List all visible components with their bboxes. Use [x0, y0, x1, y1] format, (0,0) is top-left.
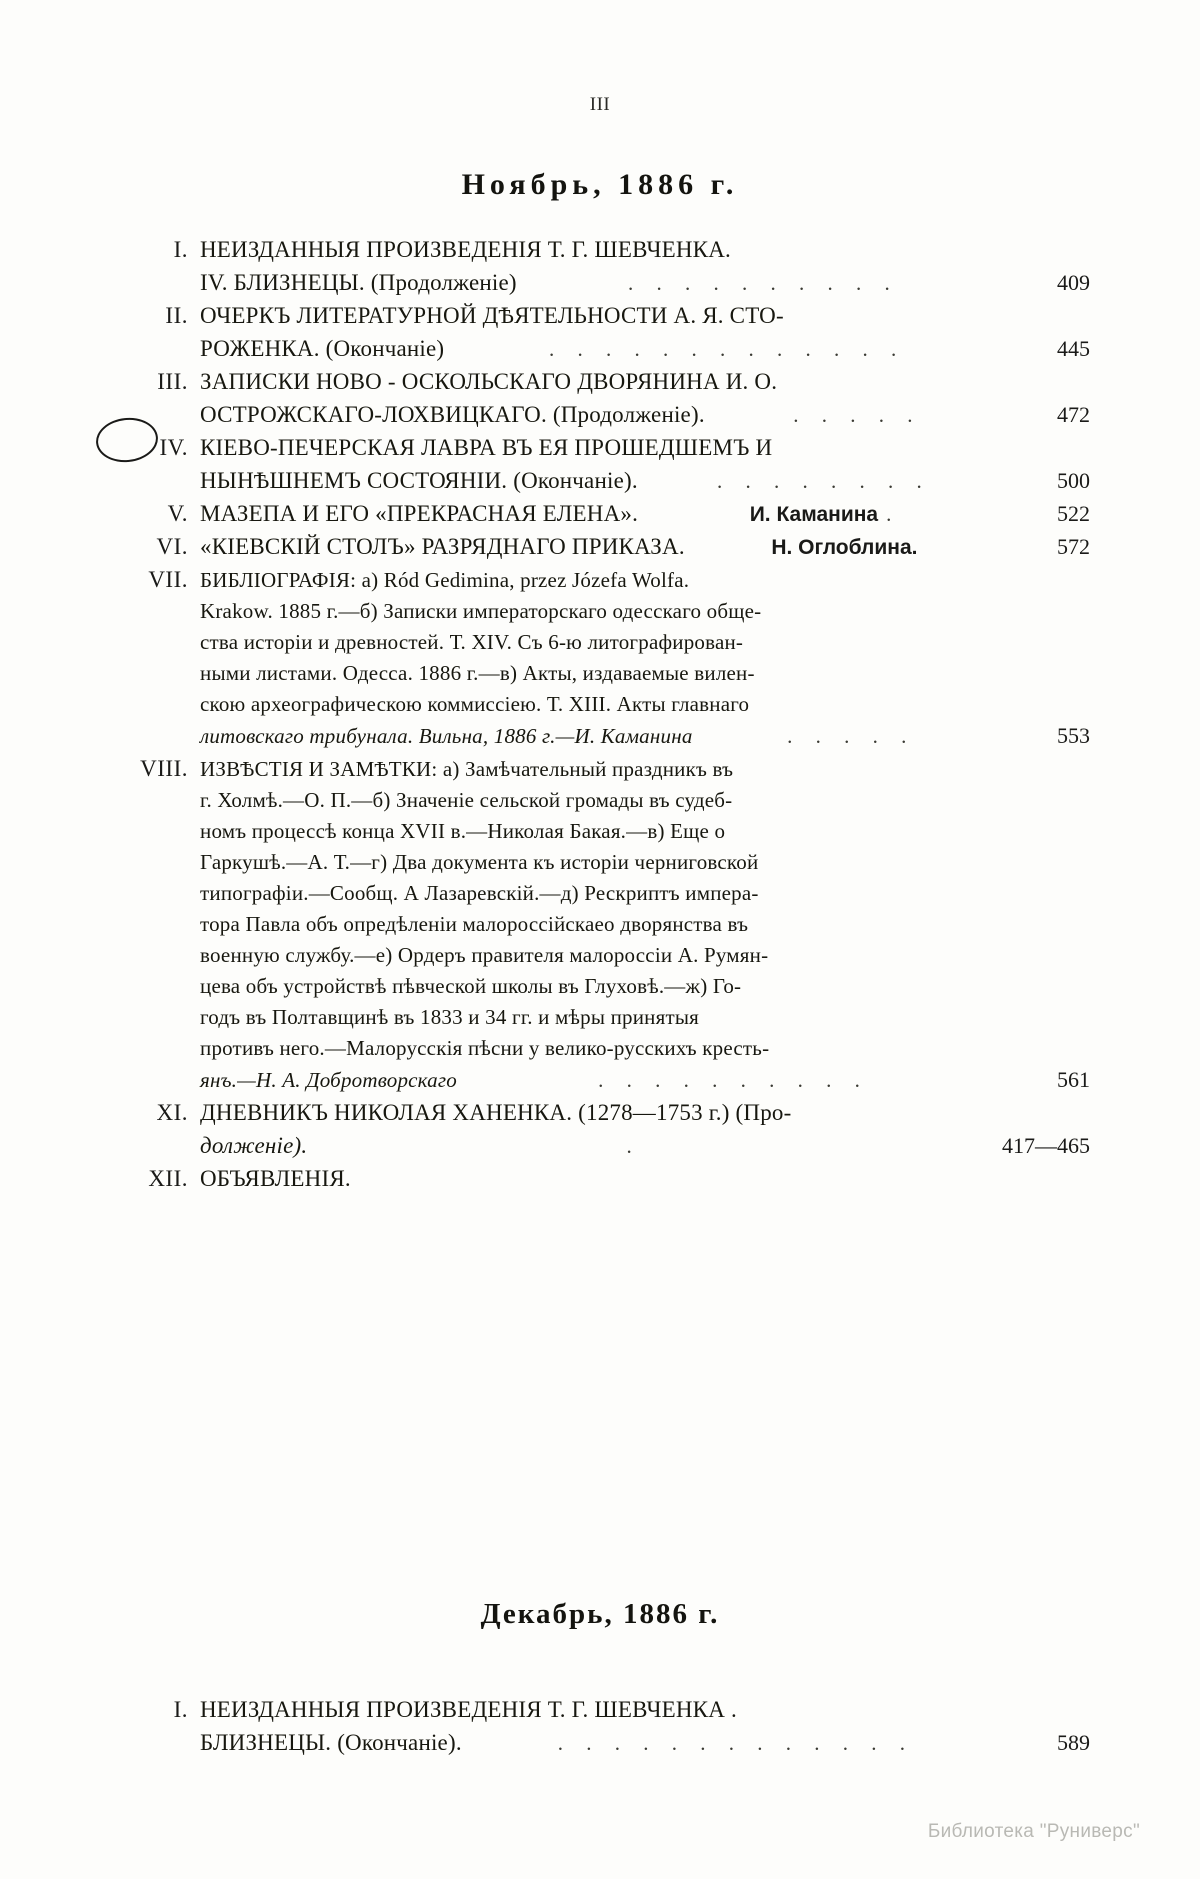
toc-entry-title-line: скою археографическою коммиссіею. Т. XIII. Акты главнаго	[200, 692, 750, 716]
section-heading-november: Ноябрь, 1886 г.	[461, 168, 739, 201]
toc-entry-title-line: ДНЕВНИКЪ НИКОЛАЯ ХАНЕНКА. (1278—1753 г.) (Про-	[200, 1100, 792, 1125]
toc-entry-author: Н. Оглоблина.	[771, 536, 918, 559]
toc-entry-number: IV.	[159, 435, 188, 460]
toc-entry-title-line: НЕИЗДАННЫЯ ПРОИЗВЕДЕНІЯ Т. Г. ШЕВЧЕНКА.	[200, 237, 731, 262]
toc-entry-title-line: противъ него.—Малорусскія пѣсни у велико-русскихъ кресть-	[200, 1036, 770, 1060]
toc-entry-title-line: литовскаго трибунала. Вильна, 1886 г.—И. Каманина	[200, 724, 693, 748]
toc-entry[interactable]	[110, 568, 1090, 747]
toc-entry[interactable]	[110, 238, 1090, 294]
toc-page-number: 409	[1057, 270, 1090, 295]
toc-entry-title-line: КІЕВО-ПЕЧЕРСКАЯ ЛАВРА ВЪ ЕЯ ПРОШЕДШЕМЪ И	[200, 435, 773, 460]
toc-entry-title-line: ОЧЕРКЪ ЛИТЕРАТУРНОЙ ДѢЯТЕЛЬНОСТИ А. Я. СТО-	[200, 303, 784, 328]
toc-entry-title-line: РОЖЕНКА. (Окончаніе)	[200, 336, 445, 361]
toc-entry-number: I.	[173, 1697, 188, 1722]
table-of-contents-december	[110, 1698, 1090, 1764]
toc-entry-number: VII.	[148, 567, 188, 592]
toc-entry-number: II.	[165, 303, 188, 328]
section-heading-december: Декабрь, 1886 г.	[480, 1598, 720, 1630]
toc-entry-title-line: ными листами. Одесса. 1886 г.—в) Акты, издаваемые вилен-	[200, 661, 755, 685]
toc-entry-title-line: ЗАПИСКИ НОВО - ОСКОЛЬСКАГО ДВОРЯНИНА И. О.	[200, 369, 778, 394]
leader-dots: .	[886, 504, 901, 525]
toc-entry-number: V.	[167, 501, 188, 526]
toc-entry-title-line: Гаркушѣ.—А. Т.—г) Два документа къ исторіи черниговской	[200, 850, 759, 874]
toc-entry-number: XI.	[156, 1100, 188, 1125]
leader-dots: . . . . .	[787, 726, 916, 747]
toc-entry[interactable]	[110, 436, 1090, 492]
toc-page-number: 589	[1057, 1730, 1090, 1755]
toc-entry-title-line: ства исторіи и древностей. Т. XIV. Съ 6-ю литографирован-	[200, 630, 744, 654]
toc-entry-number: VI.	[156, 534, 188, 559]
toc-entry-number: I.	[173, 237, 188, 262]
toc-entry-title-line: ИЗВѢСТІЯ И ЗАМѢТКИ: а) Замѣчательный праздникъ въ	[200, 757, 734, 781]
leader-dots: . . . . .	[793, 405, 922, 426]
toc-entry-title-line: цева объ устройствѣ пѣвческой школы въ Глуховѣ.—ж) Го-	[200, 974, 742, 998]
leader-dots: . . . . . . . . . .	[628, 273, 899, 294]
toc-entry-title-line: г. Холмѣ.—О. П.—б) Значеніе сельской громады въ судеб-	[200, 788, 733, 812]
toc-entry-title-line: НЕИЗДАННЫЯ ПРОИЗВЕДЕНІЯ Т. Г. ШЕВЧЕНКА .	[200, 1697, 737, 1722]
toc-entry-number: XII.	[148, 1166, 188, 1191]
toc-entry-title-line: ОСТРОЖСКАГО-ЛОХВИЦКАГО. (Продолженіе).	[200, 402, 705, 427]
toc-entry[interactable]	[110, 1101, 1090, 1157]
toc-entry[interactable]	[110, 757, 1090, 1091]
library-watermark: Библиотека "Руниверс"	[927, 1821, 1140, 1842]
toc-entry[interactable]	[110, 1698, 1090, 1754]
toc-entry-title-line: тора Павла объ опредѣленіи малороссійскаео дворянства въ	[200, 912, 749, 936]
toc-entry-title-line: типографіи.—Сообщ. А Лазаревскій.—д) Рескриптъ импера-	[200, 881, 759, 905]
toc-page-number: 417—465	[1002, 1133, 1090, 1158]
toc-page-number: 522	[1057, 501, 1090, 526]
toc-entry-title-line: ОБЪЯВЛЕНІЯ.	[200, 1166, 351, 1191]
toc-page-number: 445	[1057, 336, 1091, 361]
toc-entry-author: И. Каманина	[749, 503, 879, 526]
leader-dots: . . . . . . . . . .	[598, 1070, 869, 1091]
toc-entry-title-line: НЫНѢШНЕМЪ СОСТОЯНІИ. (Окончаніе).	[200, 468, 638, 493]
leader-dots: . . . . . . . . . . . . .	[549, 339, 906, 360]
toc-entry-title-line: БЛИЗНЕЦЫ. (Окончаніе).	[200, 1730, 462, 1755]
toc-page-number: 553	[1057, 723, 1090, 748]
toc-entry-title-line: БИБЛІОГРАФІЯ: а) Ród Gedimina, przez Józefa Wolfa.	[200, 568, 690, 592]
toc-entry-title-line: годъ въ Полтавщинѣ въ 1833 и 34 гг. и мѣры принятыя	[200, 1005, 700, 1029]
toc-entry-title-line: «КІЕВСКІЙ СТОЛЪ» РАЗРЯДНАГО ПРИКАЗА.	[200, 534, 685, 559]
toc-entry-number: VIII.	[140, 756, 188, 781]
leader-dots: .	[626, 1136, 641, 1157]
toc-page-number: 561	[1057, 1067, 1090, 1092]
toc-entry-title-line: МАЗЕПА И ЕГО «ПРЕКРАСНАЯ ЕЛЕНА».	[200, 501, 639, 526]
toc-entry-title-line: номъ процессѣ конца XVII в.—Николая Бакая.—в) Еще о	[200, 819, 726, 843]
toc-page-number: 572	[1057, 534, 1091, 559]
toc-page-number: 472	[1057, 402, 1090, 427]
page-folio: III	[589, 94, 611, 115]
table-of-contents	[110, 238, 1090, 1200]
toc-page-number: 500	[1057, 468, 1091, 493]
toc-entry-title-line: военную службу.—е) Ордеръ правителя малороссіи А. Румян-	[200, 943, 769, 967]
toc-entry[interactable]	[110, 502, 1090, 525]
toc-entry-number: III.	[157, 369, 188, 394]
toc-entry[interactable]	[110, 304, 1090, 360]
toc-entry-title-line: янъ.—Н. А. Добротворскаго	[200, 1068, 457, 1092]
leader-dots: . . . . . . . .	[717, 471, 931, 492]
toc-entry-title-line: IV. БЛИЗНЕЦЫ. (Продолженіе)	[200, 270, 517, 295]
toc-entry-title-line: Krakow. 1885 г.—б) Записки императорскаго одесскаго обще-	[200, 599, 762, 623]
toc-entry[interactable]	[110, 1167, 1090, 1190]
leader-dots: . . . . . . . . . . . . .	[557, 1733, 915, 1754]
toc-entry[interactable]	[110, 535, 1090, 558]
toc-entry[interactable]	[110, 370, 1090, 426]
toc-entry-title-line: долженіе).	[200, 1133, 308, 1158]
